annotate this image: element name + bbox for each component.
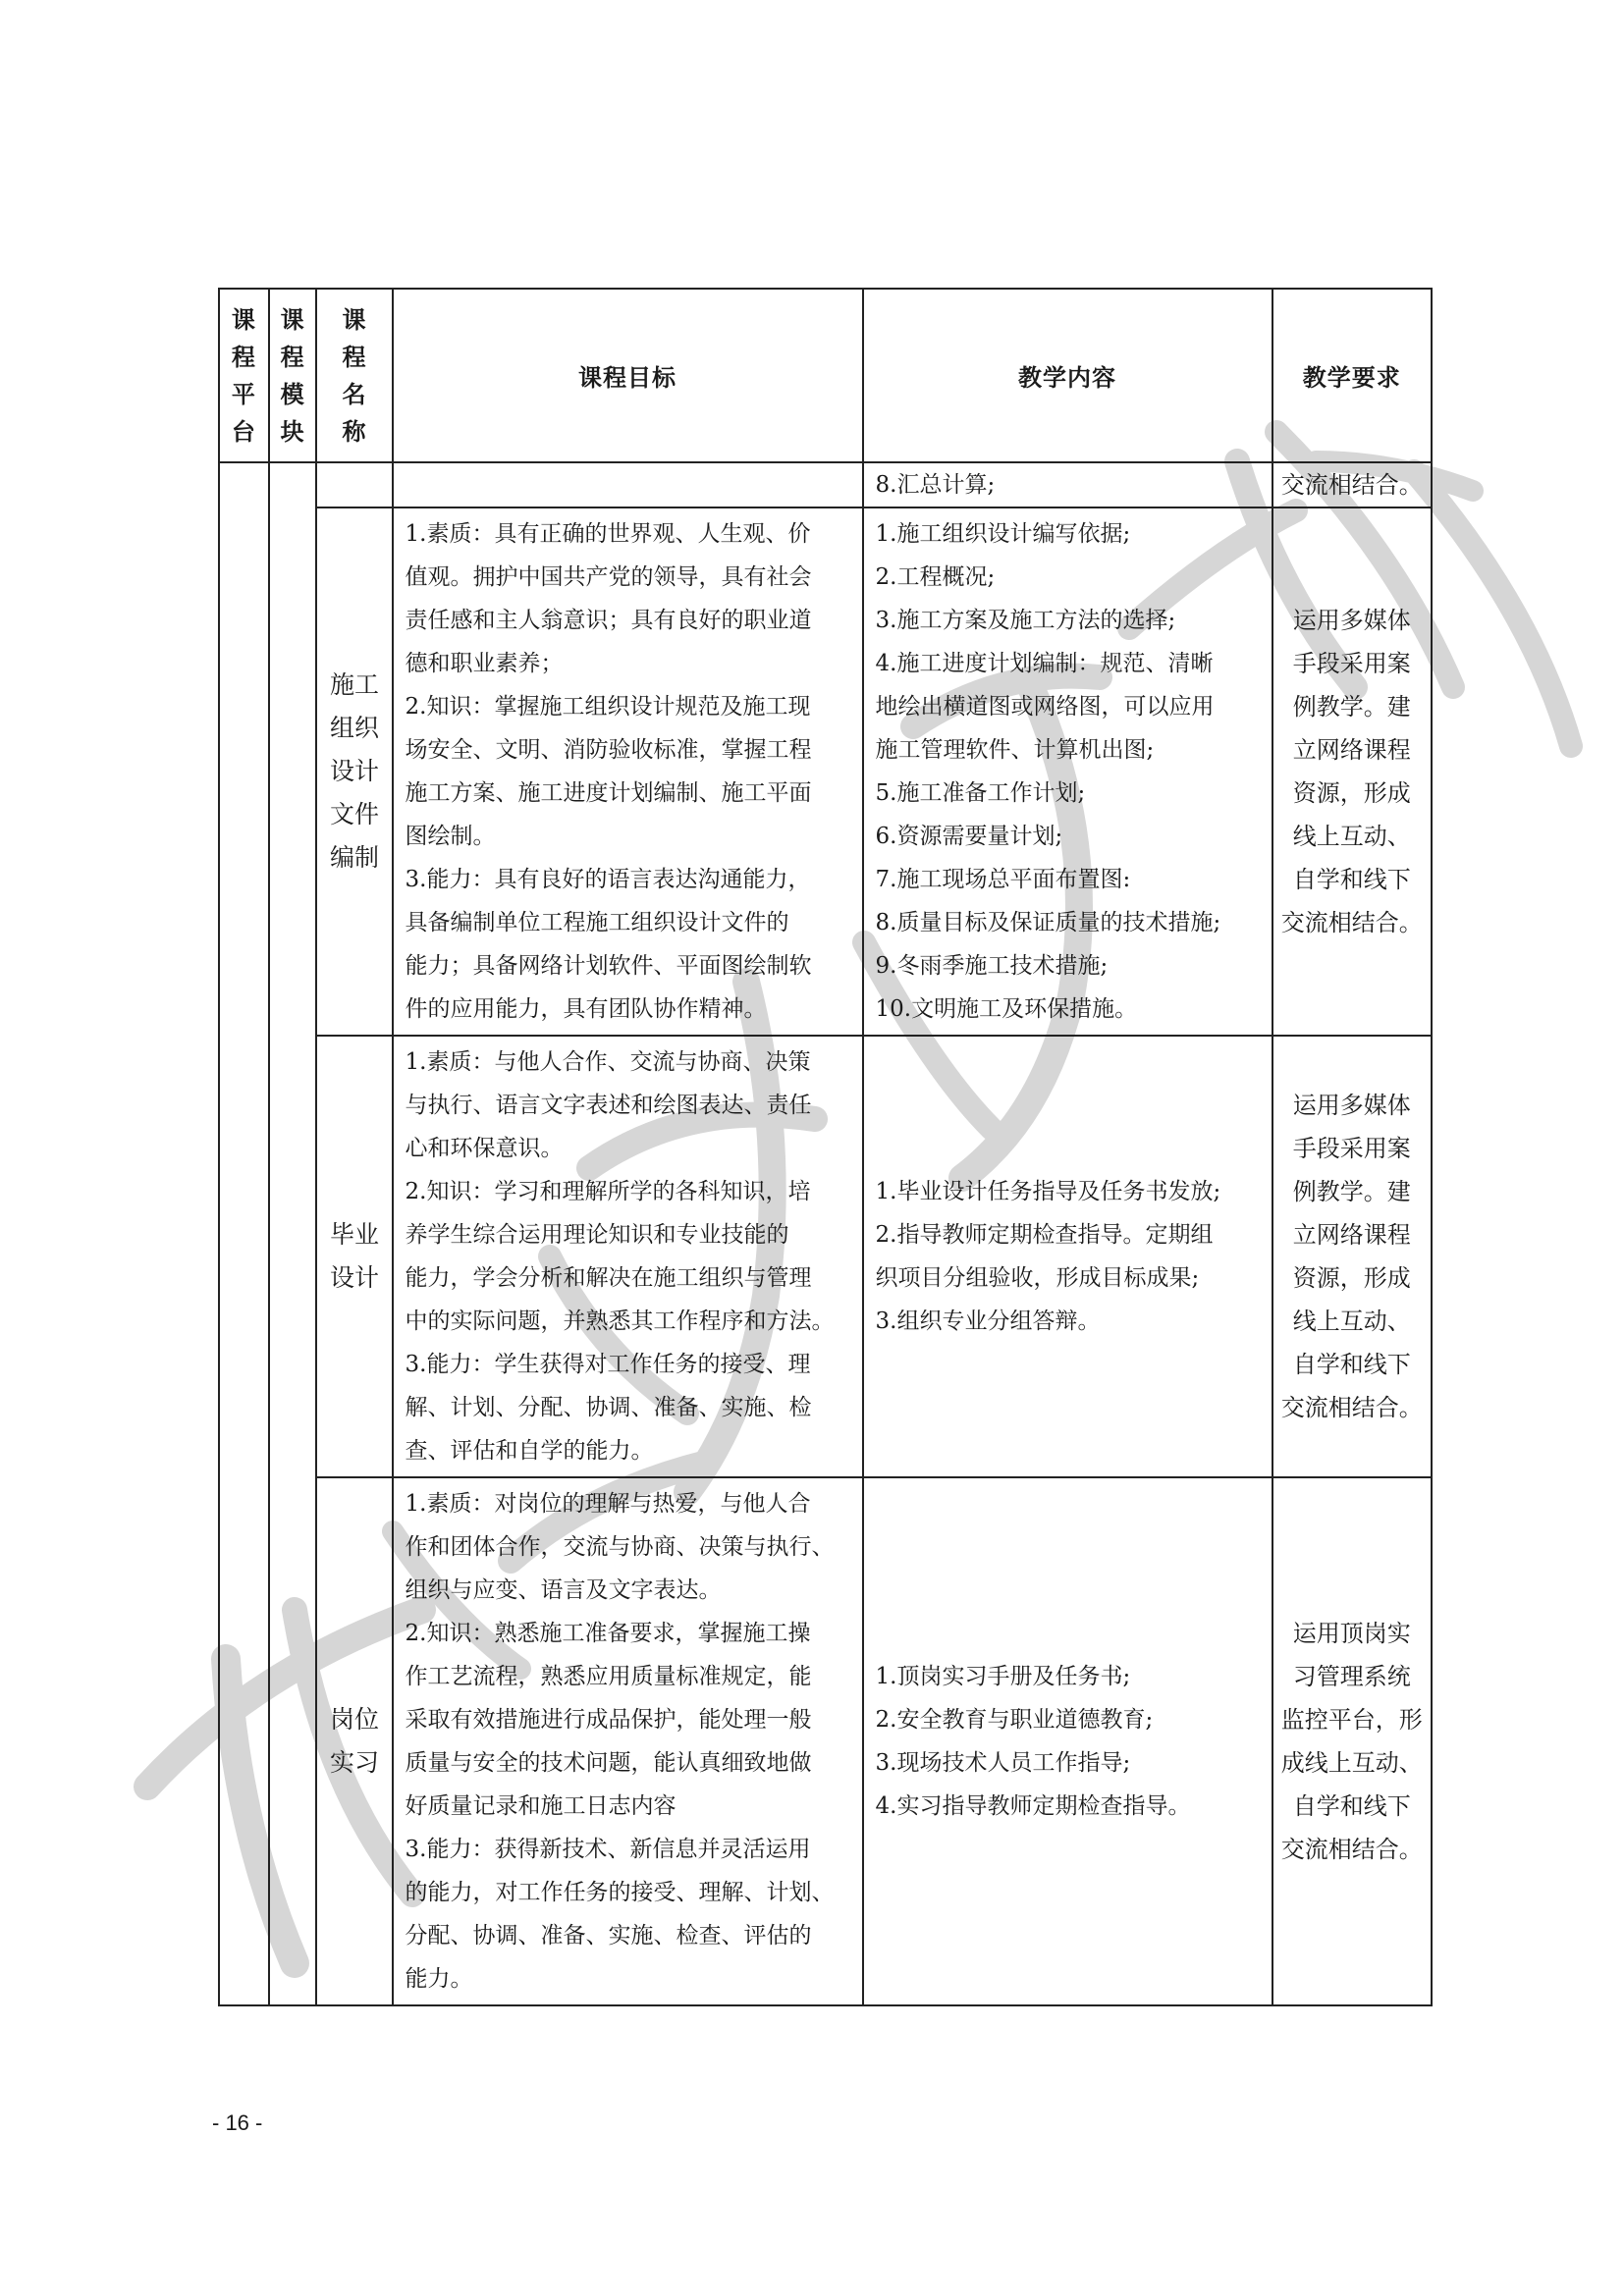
course-name-cell: 施工 组织 设计 文件 编制 bbox=[316, 507, 392, 1036]
header-requirement: 教学要求 bbox=[1272, 289, 1432, 462]
content-cell: 8.汇总计算; bbox=[863, 462, 1272, 507]
header-platform: 课 程 平 台 bbox=[219, 289, 269, 462]
table-row bbox=[219, 507, 1432, 1036]
course-name-cell: 岗位 实习 bbox=[316, 1477, 392, 2005]
platform-cell bbox=[219, 462, 269, 2005]
requirement-cell: 交流相结合。 bbox=[1272, 462, 1432, 507]
header-content: 教学内容 bbox=[863, 289, 1272, 462]
content-cell: 1.顶岗实习手册及任务书; 2.安全教育与职业道德教育; 3.现场技术人员工作指导; 4.实习指导教师定期检查指导。 bbox=[863, 1477, 1272, 2005]
requirement-cell: 运用多媒体 手段采用案 例教学。建 立网络课程 资源，形成 线上互动、 自学和线下 交流相结合。 bbox=[1272, 507, 1432, 1036]
header-name: 课 程 名 称 bbox=[316, 289, 392, 462]
content-cell: 1.施工组织设计编写依据; 2.工程概况; 3.施工方案及施工方法的选择; 4.施工进度计划编制：规范、清晰 地绘出横道图或网络图，可以应用 施工管理软件、计算机出图; 5.施工准备工作计划; 6.资源需要量计划; 7.施工现场总平面布置图: 8.质量目标及保证质量的技术措施; 9.冬雨季施工技术措施; 10.文明施工及环保措施。 bbox=[863, 507, 1272, 1036]
requirement-cell: 运用多媒体 手段采用案 例教学。建 立网络课程 资源，形成 线上互动、 自学和线下 交流相结合。 bbox=[1272, 1036, 1432, 1477]
goal-cell: 1.素质：与他人合作、交流与协商、决策 与执行、语言文字表述和绘图表达、责任 心和环保意识。 2.知识：学习和理解所学的各科知识，培 养学生综合运用理论知识和专业技能的 能力，学会分析和解决在施工组织与管理 中的实际问题，并熟悉其工作程序和方法。 3.能力：学生获得对工作任务的接受、理 解、计划、分配、协调、准备、实施、检 查、评估和自学的能力。 bbox=[393, 1036, 863, 1477]
header-row bbox=[219, 289, 1432, 462]
table-row bbox=[219, 462, 1432, 507]
content-cell: 1.毕业设计任务指导及任务书发放; 2.指导教师定期检查指导。定期组 织项目分组验收，形成目标成果; 3.组织专业分组答辩。 bbox=[863, 1036, 1272, 1477]
header-module: 课 程 模 块 bbox=[269, 289, 317, 462]
goal-cell: 1.素质：对岗位的理解与热爱，与他人合 作和团体合作，交流与协商、决策与执行、 组织与应变、语言及文字表达。 2.知识：熟悉施工准备要求，掌握施工操 作工艺流程，熟悉应用质量标准规定，能 采取有效措施进行成品保护，能处理一般 质量与安全的技术问题，能认真细致地做 好质量记录和施工日志内容 3.能力：获得新技术、新信息并灵活运用 的能力，对工作任务的接受、理解、计划、 分配、协调、准备、实施、检查、评估的 能力。 bbox=[393, 1477, 863, 2005]
goal-cell: 1.素质：具有正确的世界观、人生观、价 值观。拥护中国共产党的领导，具有社会 责任感和主人翁意识；具有良好的职业道 德和职业素养； 2.知识：掌握施工组织设计规范及施工现 场安全、文明、消防验收标准，掌握工程 施工方案、施工进度计划编制、施工平面 图绘制。 3.能力：具有良好的语言表达沟通能力， 具备编制单位工程施工组织设计文件的 能力；具备网络计划软件、平面图绘制软 件的应用能力，具有团队协作精神。 bbox=[393, 507, 863, 1036]
header-goal: 课程目标 bbox=[393, 289, 863, 462]
goal-cell bbox=[393, 462, 863, 507]
course-table bbox=[218, 288, 1433, 2006]
course-name-cell bbox=[316, 462, 392, 507]
module-cell bbox=[269, 462, 317, 2005]
requirement-cell: 运用顶岗实 习管理系统 监控平台，形 成线上互动、 自学和线下 交流相结合。 bbox=[1272, 1477, 1432, 2005]
course-name-cell: 毕业 设计 bbox=[316, 1036, 392, 1477]
table-row bbox=[219, 1477, 1432, 2005]
page-number: - 16 - bbox=[212, 2110, 263, 2135]
table-row bbox=[219, 1036, 1432, 1477]
